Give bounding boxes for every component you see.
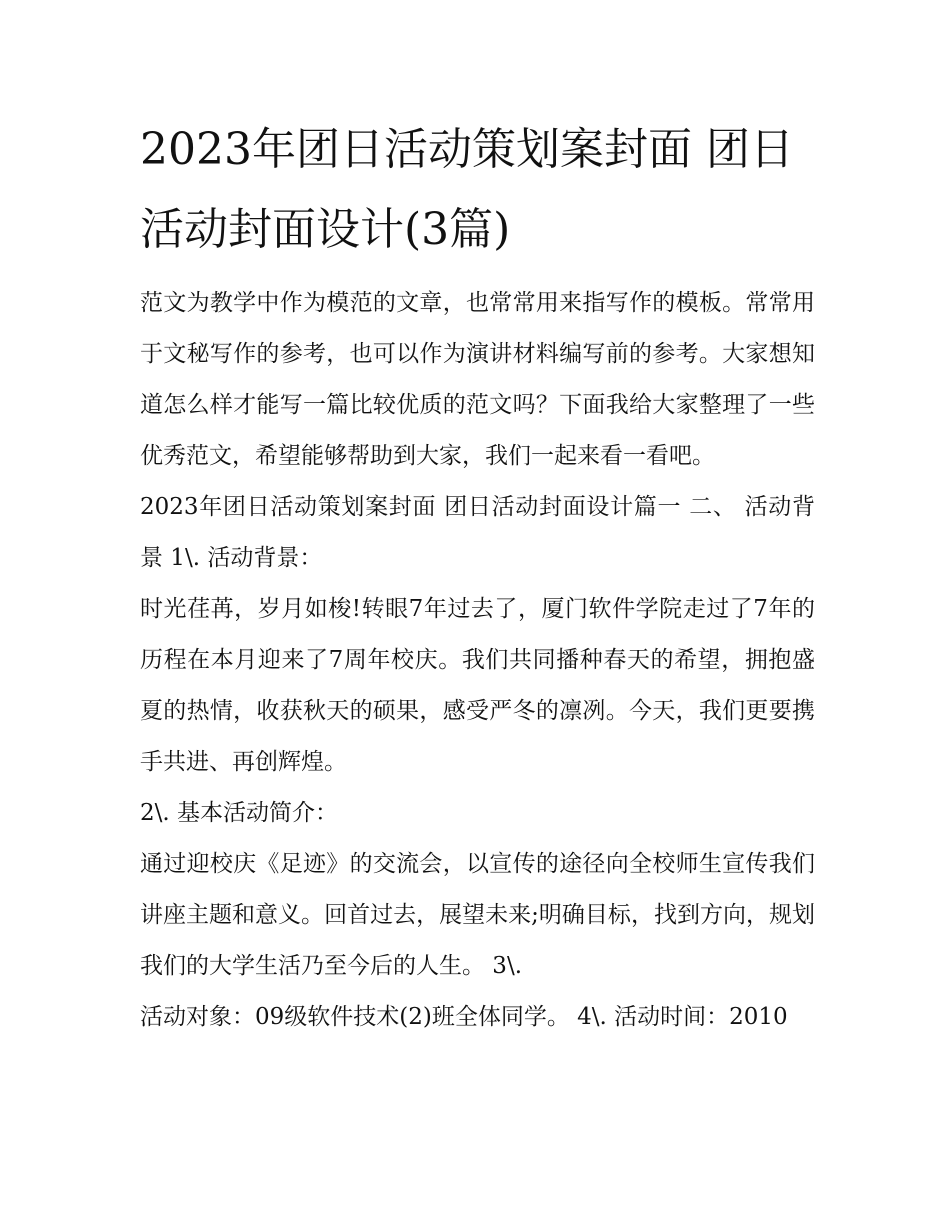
document-body <box>140 278 815 1043</box>
paragraph-background: 时光荏苒，岁月如梭!转眼7年过去了，厦门软件学院走过了7年的历程在本月迎来了7周年校庆。我们共同播种春天的希望，拥抱盛夏的热情，收获秋天的硕果，感受严冬的凛冽。今天，我们更要携手共进、再创辉煌。 <box>140 596 815 775</box>
paragraph-heading-one: 2023年团日活动策划案封面 团日活动封面设计篇一 二、 活动背景 1\. 活动背景： <box>140 494 815 571</box>
document-page <box>140 110 815 1043</box>
paragraph-summary: 通过迎校庆《足迹》的交流会，以宣传的途径向全校师生宣传我们讲座主题和意义。回首过去，展望未来;明确目标，找到方向，规划我们的大学生活乃至今后的人生。 3\. <box>140 851 815 979</box>
document-title: 2023年团日活动策划案封面 团日活动封面设计(3篇) <box>140 124 794 255</box>
paragraph-intro: 范文为教学中作为模范的文章，也常常用来指写作的模板。常常用于文秘写作的参考，也可以作为演讲材料编写前的参考。大家想知道怎么样才能写一篇比较优质的范文吗？下面我给大家整理了一些优秀范文，希望能够帮助到大家，我们一起来看一看吧。 <box>140 290 815 469</box>
paragraph-audience: 活动对象：09级软件技术(2)班全体同学。 4\. 活动时间：2010 <box>140 1004 788 1030</box>
paragraph-heading-two: 2\. 基本活动简介： <box>140 800 339 826</box>
